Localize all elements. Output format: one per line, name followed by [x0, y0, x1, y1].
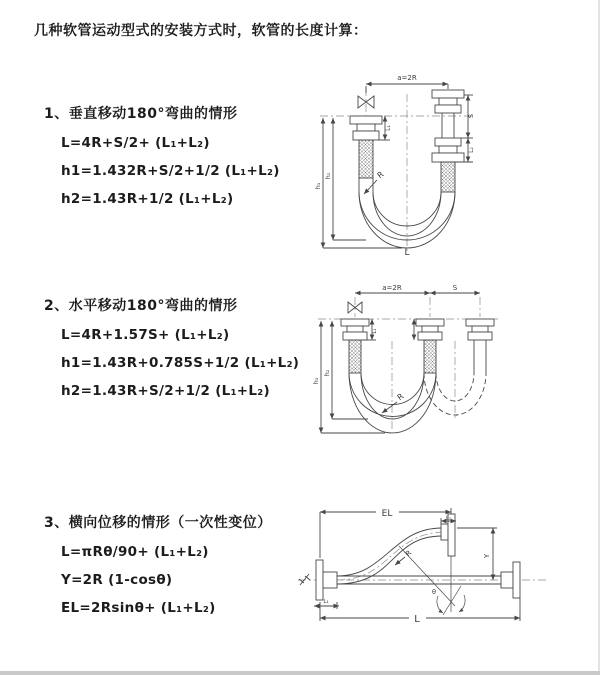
- dim-label-h2: h₂: [324, 172, 332, 180]
- dim-label-h1: h₁: [312, 377, 320, 385]
- section-vertical-180: [44, 103, 280, 207]
- dim-label-l1: L₁: [323, 599, 329, 605]
- page-title: 几种软管运动型式的安装方式时，软管的长度计算：: [34, 23, 368, 39]
- diagram-horizontal-180-bend: [310, 281, 538, 463]
- right-pipe-walls: [474, 340, 486, 373]
- dim-label-l1: L₁: [385, 125, 392, 131]
- left-braided-hose: [359, 140, 373, 178]
- dim-label-a2r: a=2R: [397, 74, 417, 82]
- length-label: L: [404, 248, 410, 258]
- middle-braided-hose: [424, 340, 436, 373]
- section-horizontal-180: [44, 295, 299, 399]
- radius-label: R: [404, 548, 414, 559]
- angle-label: θ: [432, 588, 436, 596]
- dim-label-s: S: [467, 113, 475, 119]
- right-flange-fitting: [466, 319, 494, 340]
- right-lower-flange: [432, 138, 464, 162]
- left-braided-hose: [349, 340, 361, 373]
- right-flange-fitting: [432, 90, 464, 113]
- length-label: L: [414, 614, 420, 625]
- middle-flange-fitting: [416, 319, 444, 340]
- section-lateral-displacement: [44, 512, 272, 616]
- dim-label-el: EL: [381, 509, 393, 519]
- formula-line: Y=2R (1-cosθ): [61, 572, 173, 588]
- diagram-lateral-displacement: [296, 500, 564, 642]
- dim-label-y: Y: [483, 553, 491, 559]
- hose-u-bend-position-1: [349, 373, 436, 433]
- hose-u-bend: [359, 192, 455, 248]
- formula-line: L=4R+S/2+ (L₁+L₂): [61, 135, 210, 151]
- left-flange-fitting: [316, 560, 337, 600]
- centerlines: [318, 297, 498, 431]
- radius-leader: [395, 557, 405, 565]
- left-hose-wall: [359, 178, 373, 192]
- dim-label-l2: L₂: [468, 147, 475, 153]
- formula-line: EL=2Rsinθ+ (L₁+L₂): [61, 600, 216, 616]
- formula-line: h1=1.43R+0.785S+1/2 (L₁+L₂): [61, 355, 300, 371]
- left-flange-fitting: [341, 319, 369, 340]
- section-1-heading: 1、垂直移动180°弯曲的情形: [44, 106, 238, 122]
- formula-line: L=πRθ/90+ (L₁+L₂): [61, 544, 209, 560]
- page-edge: [0, 671, 600, 675]
- dim-label-h1: h₁: [314, 182, 322, 190]
- dim-label-s: S: [452, 284, 458, 292]
- dim-label-l2: L₂: [446, 515, 451, 522]
- section-3-heading: 3、横向位移的情形（一次性变位）: [44, 515, 272, 531]
- radius-label: R: [395, 391, 406, 403]
- formula-line: h1=1.432R+S/2+1/2 (L₁+L₂): [61, 163, 280, 179]
- section-2-heading: 2、水平移动180°弯曲的情形: [44, 298, 238, 314]
- left-flange-fitting: [350, 116, 382, 140]
- radius-label: R: [375, 169, 386, 181]
- dim-label-l1: L₁: [372, 328, 378, 334]
- diagram-vertical-180-bend: [306, 64, 558, 258]
- radius-leader: [364, 180, 377, 194]
- dim-label-h2: h₂: [323, 369, 331, 377]
- right-pipe-walls: [442, 113, 454, 138]
- formula-line: h2=1.43R+1/2 (L₁+L₂): [61, 191, 234, 207]
- formula-line: h2=1.43R+S/2+1/2 (L₁+L₂): [61, 383, 270, 399]
- formula-line: L=4R+1.57S+ (L₁+L₂): [61, 327, 230, 343]
- dimension-l: [320, 598, 520, 621]
- right-braided-hose: [441, 162, 455, 192]
- dim-label-a2r: a=2R: [382, 284, 402, 292]
- dimension-y: [457, 528, 497, 580]
- right-flange-fitting: [501, 562, 520, 598]
- pipe-break-symbol: [299, 574, 310, 585]
